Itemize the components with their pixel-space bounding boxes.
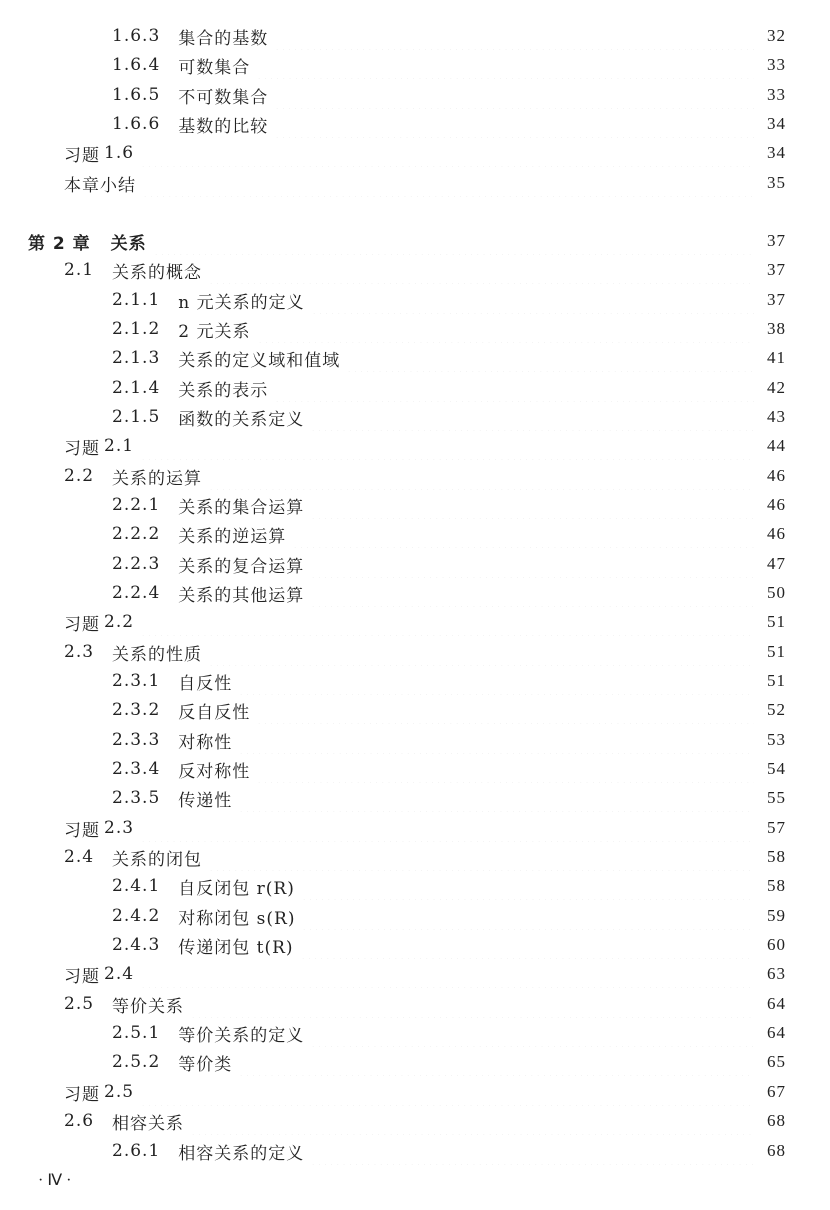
toc-entry-number: 2.2.3	[112, 554, 161, 574]
toc-section-entry[interactable]	[64, 462, 760, 490]
toc-page-number: 46	[767, 466, 786, 485]
toc-page-number: 55	[767, 788, 786, 807]
toc-entry-number: 第 2 章	[28, 233, 91, 254]
toc-page-number: 57	[767, 818, 786, 837]
dot-leader	[140, 814, 754, 842]
toc-entry-number: 习题	[64, 438, 100, 459]
dot-leader	[256, 755, 754, 783]
dot-leader	[256, 51, 754, 79]
dot-leader	[310, 491, 754, 519]
toc-entry-title: 2.5	[104, 1082, 135, 1102]
toc-entry-title: 2.2	[104, 612, 135, 632]
toc-page-number: 64	[767, 994, 786, 1013]
toc-subsection-entry[interactable]	[112, 22, 760, 50]
dot-leader	[346, 344, 754, 372]
toc-subsection-entry[interactable]	[112, 520, 760, 548]
toc-subsection-entry[interactable]	[112, 902, 760, 930]
toc-entry-number: 2.5.1	[112, 1023, 161, 1043]
toc-subsection-entry[interactable]	[112, 667, 760, 695]
toc-subsection-entry[interactable]	[112, 696, 760, 724]
dot-leader	[292, 520, 754, 548]
toc-entry-number: 1.6.4	[112, 55, 161, 75]
dot-leader	[208, 256, 754, 284]
toc-entry-number: 2.3.2	[112, 700, 161, 720]
toc-exercise-entry[interactable]	[64, 432, 760, 460]
dot-leader	[274, 110, 754, 138]
toc-exercise-entry[interactable]	[64, 169, 760, 197]
toc-entry-number: 习题	[64, 145, 100, 166]
toc-entry-number: 1.6.5	[112, 85, 161, 105]
toc-page-number: 34	[767, 143, 786, 162]
toc-entry-title: 集合的基数	[178, 28, 269, 49]
toc-page-number: 35	[767, 173, 786, 192]
dot-leader	[300, 931, 754, 959]
toc-entry-title: 关系的性质	[112, 644, 203, 665]
dot-leader	[153, 227, 754, 255]
toc-subsection-entry[interactable]	[112, 755, 760, 783]
toc-entry-number: 2.3.5	[112, 788, 161, 808]
dot-leader	[301, 872, 754, 900]
toc-subsection-entry[interactable]	[112, 286, 760, 314]
dot-leader	[274, 81, 754, 109]
toc-entry-number: 2.4.1	[112, 876, 161, 896]
toc-entry-number: 2.1.4	[112, 378, 161, 398]
toc-page-number: 50	[767, 583, 786, 602]
toc-entry-title: 反对称性	[178, 761, 251, 782]
toc-entry-number: 习题	[64, 1084, 100, 1105]
toc-exercise-entry[interactable]	[64, 814, 760, 842]
toc-entry-number: 2.6	[64, 1111, 95, 1131]
toc-entry-number: 2.5.2	[112, 1052, 161, 1072]
toc-entry-number: 2.4.3	[112, 935, 161, 955]
toc-entry-number: 2.6.1	[112, 1141, 161, 1161]
toc-page-number: 51	[767, 642, 786, 661]
toc-entry-number: 2.2.2	[112, 524, 161, 544]
dot-leader	[238, 784, 754, 812]
toc-entry-title: 本章小结	[64, 175, 136, 196]
toc-entry-title: 可数集合	[178, 57, 251, 78]
toc-entry-number: 2.4	[64, 847, 95, 867]
toc-subsection-entry[interactable]	[112, 1019, 760, 1047]
toc-entry-title: 关系的表示	[178, 380, 269, 401]
dot-leader	[301, 902, 754, 930]
dot-leader	[310, 579, 754, 607]
toc-entry-title: 关系的定义域和值域	[178, 350, 341, 371]
toc-entry-title: 2.1	[104, 436, 135, 456]
toc-page-number: 68	[767, 1111, 786, 1130]
toc-entry-number: 2.1.5	[112, 407, 161, 427]
toc-entry-title: 函数的关系定义	[178, 409, 305, 430]
dot-leader	[238, 726, 754, 754]
toc-page-number: 37	[767, 260, 786, 279]
toc-entry-number: 1.6.3	[112, 26, 161, 46]
toc-entry-title: 关系的逆运算	[178, 526, 287, 547]
toc-page-number: 59	[767, 906, 786, 925]
toc-entry-title: 2.4	[104, 964, 135, 984]
toc-page-number: 46	[767, 495, 786, 514]
toc-entry-title: 自反闭包 r(R)	[178, 878, 295, 899]
toc-page-number: 41	[767, 348, 786, 367]
toc-entry-title: 基数的比较	[178, 116, 269, 137]
dot-leader	[208, 843, 754, 871]
toc-entry-title: n 元关系的定义	[178, 292, 305, 313]
toc-section-entry[interactable]	[64, 843, 760, 871]
dot-leader	[274, 22, 754, 50]
toc-subsection-entry[interactable]	[112, 344, 760, 372]
toc-entry-title: 关系的概念	[112, 262, 203, 283]
dot-leader	[274, 374, 754, 402]
dot-leader	[140, 1078, 754, 1106]
toc-entry-number: 习题	[64, 966, 100, 987]
toc-entry-title: 关系的闭包	[112, 849, 203, 870]
dot-leader	[190, 990, 754, 1018]
toc-section-entry[interactable]	[64, 1107, 760, 1135]
toc-subsection-entry[interactable]	[112, 784, 760, 812]
dot-leader	[208, 638, 754, 666]
toc-entry-title: 不可数集合	[178, 87, 269, 108]
dot-leader	[310, 1137, 754, 1165]
dot-leader	[238, 667, 754, 695]
toc-entry-title: 传递闭包 t(R)	[178, 937, 294, 958]
toc-subsection-entry[interactable]	[112, 110, 760, 138]
toc-subsection-entry[interactable]	[112, 1048, 760, 1076]
toc-entry-title: 2.3	[104, 818, 135, 838]
toc-entry-title: 1.6	[104, 143, 135, 163]
toc-entry-title: 关系的集合运算	[178, 497, 305, 518]
toc-entry-title: 传递性	[178, 790, 233, 811]
dot-leader	[310, 403, 754, 431]
toc-subsection-entry[interactable]	[112, 579, 760, 607]
toc-entry-number: 2.3.4	[112, 759, 161, 779]
toc-subsection-entry[interactable]	[112, 491, 760, 519]
toc-entry-number: 2.2	[64, 466, 95, 486]
toc-exercise-entry[interactable]	[64, 608, 760, 636]
toc-subsection-entry[interactable]	[112, 726, 760, 754]
toc-page-number: 60	[767, 935, 786, 954]
toc-entry-title: 等价类	[178, 1054, 233, 1075]
toc-subsection-entry[interactable]	[112, 931, 760, 959]
toc-exercise-entry[interactable]	[64, 139, 760, 167]
toc-page-number: 53	[767, 730, 786, 749]
toc-section-entry[interactable]	[64, 638, 760, 666]
toc-page-number: 51	[767, 612, 786, 631]
toc-section-entry[interactable]	[64, 990, 760, 1018]
toc-entry-title: 关系的运算	[112, 468, 203, 489]
toc-entry-title: 对称性	[178, 732, 233, 753]
dot-leader	[142, 169, 754, 197]
toc-entry-title: 相容关系的定义	[178, 1143, 305, 1164]
toc-entry-title: 相容关系	[112, 1113, 185, 1134]
dot-leader	[310, 1019, 754, 1047]
toc-subsection-entry[interactable]	[112, 315, 760, 343]
toc-subsection-entry[interactable]	[112, 81, 760, 109]
dot-leader	[257, 315, 755, 343]
dot-leader	[140, 139, 754, 167]
toc-entry-number: 1.6.6	[112, 114, 161, 134]
toc-entry-number: 2.4.2	[112, 906, 161, 926]
toc-page-number: 68	[767, 1141, 786, 1160]
page-number-footer: · Ⅳ ·	[38, 1172, 72, 1189]
toc-page-number: 33	[767, 55, 786, 74]
toc-entry-title: 2 元关系	[178, 321, 251, 342]
dot-leader	[140, 432, 754, 460]
toc-page-number: 52	[767, 700, 786, 719]
toc-entry-number: 2.2.4	[112, 583, 161, 603]
toc-page-number: 38	[767, 319, 786, 338]
toc-entry-title: 关系	[110, 233, 147, 254]
toc-entry-title: 对称闭包 s(R)	[178, 908, 296, 929]
toc-page-number: 54	[767, 759, 786, 778]
toc-page-number: 37	[767, 231, 786, 250]
toc-subsection-entry[interactable]	[112, 872, 760, 900]
toc-entry-title: 关系的复合运算	[178, 556, 305, 577]
dot-leader	[140, 608, 754, 636]
toc-subsection-entry[interactable]	[112, 1137, 760, 1165]
toc-entry-title: 自反性	[178, 673, 233, 694]
toc-page-number: 58	[767, 876, 786, 895]
toc-entry-title: 关系的其他运算	[178, 585, 305, 606]
toc-entry-number: 2.1.1	[112, 290, 161, 310]
toc-entry-number: 2.3	[64, 642, 95, 662]
toc-page-number: 63	[767, 964, 786, 983]
toc-page-number: 67	[767, 1082, 786, 1101]
toc-page-number: 34	[767, 114, 786, 133]
toc-entry-number: 习题	[64, 614, 100, 635]
toc-subsection-entry[interactable]	[112, 51, 760, 79]
toc-subsection-entry[interactable]	[112, 374, 760, 402]
toc-entry-title: 等价关系的定义	[178, 1025, 305, 1046]
toc-chapter-entry[interactable]	[28, 227, 760, 255]
toc-entry-number: 2.1.2	[112, 319, 161, 339]
toc-entry-title: 反自反性	[178, 702, 251, 723]
toc-entry-number: 2.1	[64, 260, 95, 280]
toc-page-number: 33	[767, 85, 786, 104]
toc-page-number: 44	[767, 436, 786, 455]
toc-subsection-entry[interactable]	[112, 550, 760, 578]
toc-entry-number: 2.5	[64, 994, 95, 1014]
toc-exercise-entry[interactable]	[64, 960, 760, 988]
toc-subsection-entry[interactable]	[112, 403, 760, 431]
toc-page-number: 47	[767, 554, 786, 573]
dot-leader	[238, 1048, 754, 1076]
toc-exercise-entry[interactable]	[64, 1078, 760, 1106]
toc-entry-number: 2.3.3	[112, 730, 161, 750]
toc-page-number: 65	[767, 1052, 786, 1071]
dot-leader	[208, 462, 754, 490]
dot-leader	[311, 286, 754, 314]
toc-entry-title: 等价关系	[112, 996, 185, 1017]
dot-leader	[256, 696, 754, 724]
toc-page-number: 32	[767, 26, 786, 45]
dot-leader	[140, 960, 754, 988]
toc-section-entry[interactable]	[64, 256, 760, 284]
toc-entry-number: 2.1.3	[112, 348, 161, 368]
toc-page-number: 46	[767, 524, 786, 543]
toc-entry-number: 2.3.1	[112, 671, 161, 691]
toc-entry-number: 习题	[64, 820, 100, 841]
toc-page-number: 51	[767, 671, 786, 690]
dot-leader	[190, 1107, 754, 1135]
toc-entry-number: 2.2.1	[112, 495, 161, 515]
toc-page-number: 42	[767, 378, 786, 397]
toc-page-number: 43	[767, 407, 786, 426]
dot-leader	[310, 550, 754, 578]
toc-page-number: 64	[767, 1023, 786, 1042]
toc-page-number: 58	[767, 847, 786, 866]
toc-page-number: 37	[767, 290, 786, 309]
